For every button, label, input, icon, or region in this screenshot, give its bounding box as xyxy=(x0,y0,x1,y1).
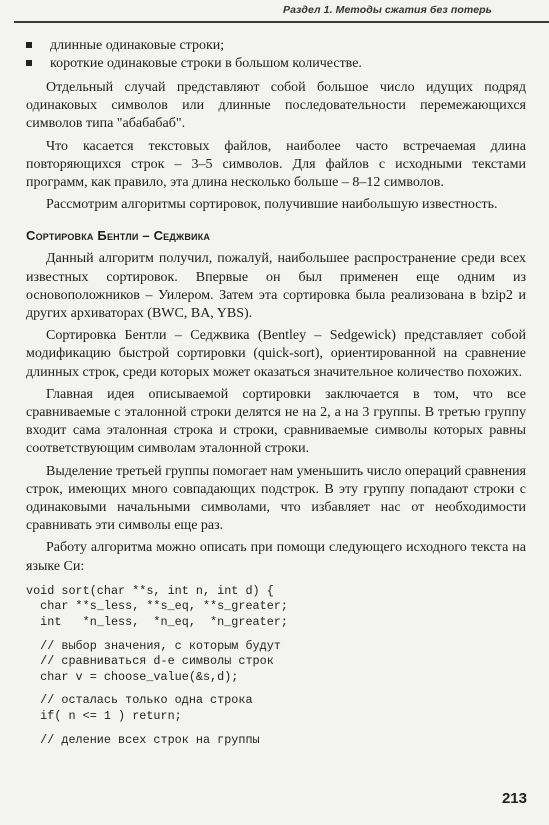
running-header: Раздел 1. Методы сжатия без потерь xyxy=(283,4,492,16)
bullet-square-icon xyxy=(26,60,32,66)
paragraph: Сортировка Бентли – Седжвика (Bentley – Sedgewick) представляет собой модификацию быстрой сортировки (quick-sort), ориентированной на сравнение длинных строк, среди которых может оказаться значительное количество похожих. xyxy=(26,328,526,380)
page-body xyxy=(26,37,526,748)
bullet-item xyxy=(26,37,526,55)
paragraph: Работу алгоритма можно описать при помощи следующего исходного текста на языке Си: xyxy=(26,540,526,574)
paragraph: Главная идея описываемой сортировки заключается в том, что все сравниваемые с эталонной строки делятся не на 2, а на 3 группы. В третью группу входит сама эталонная строка и строки, сравниваемые символы которых равны соответствующим символам эталонной строки. xyxy=(26,386,526,457)
bullet-list xyxy=(26,37,526,73)
code-block: // деление всех строк на группы xyxy=(26,732,260,747)
paragraph: Отдельный случай представляют собой большое число идущих подряд одинаковых символов или длинные последовательности перемежающихся символов типа "абабабаб". xyxy=(26,80,526,132)
bullet-text: длинные одинаковые строки; xyxy=(50,38,225,53)
paragraph: Данный алгоритм получил, пожалуй, наибольшее распространение среди всех известных сортировок. Впервые он был применен еще одним из основоположников – Уилером. Затем эта сортировка была реализована в bzip2 и других архиваторах (BWC, BA, YBS). xyxy=(26,251,526,322)
code-block: // осталась только одна строка if( n <= 1 ) return; xyxy=(40,693,253,724)
paragraph: Что касается текстовых файлов, наиболее часто встречаемая длина повторяющихся строк – 3–5 символов. Для файлов с исходными текстами программ, как правило, эта длина несколько больше – 8–12 символов. xyxy=(26,138,526,191)
page-number: 213 xyxy=(501,790,527,807)
bullet-item xyxy=(26,55,526,73)
code-block: // выбор значения, с которым будут // сравниваться d-е символы строк char v = choose_value(&s,d); xyxy=(40,638,281,684)
paragraph: Выделение третьей группы помогает нам уменьшить число операций сравнения строк, имеющих много совпадающих подстрок. В эту группу попадают строки с одинаковыми начальными символами, что избавляет нас от необходимости сравнивать эти символы еще раз. xyxy=(26,463,526,534)
header-rule xyxy=(14,21,549,23)
bullet-square-icon xyxy=(26,42,32,48)
bullet-text: короткие одинаковые строки в большом количестве. xyxy=(50,56,362,71)
code-block: void sort(char **s, int n, int d) { char **s_less, **s_eq, **s_greater; int *n_less, *n_eq, *n_greater; xyxy=(26,583,288,630)
section-heading: Сортировка Бентли – Седжвика xyxy=(26,228,211,244)
paragraph: Рассмотрим алгоритмы сортировок, получившие наибольшую известность. xyxy=(46,197,498,213)
